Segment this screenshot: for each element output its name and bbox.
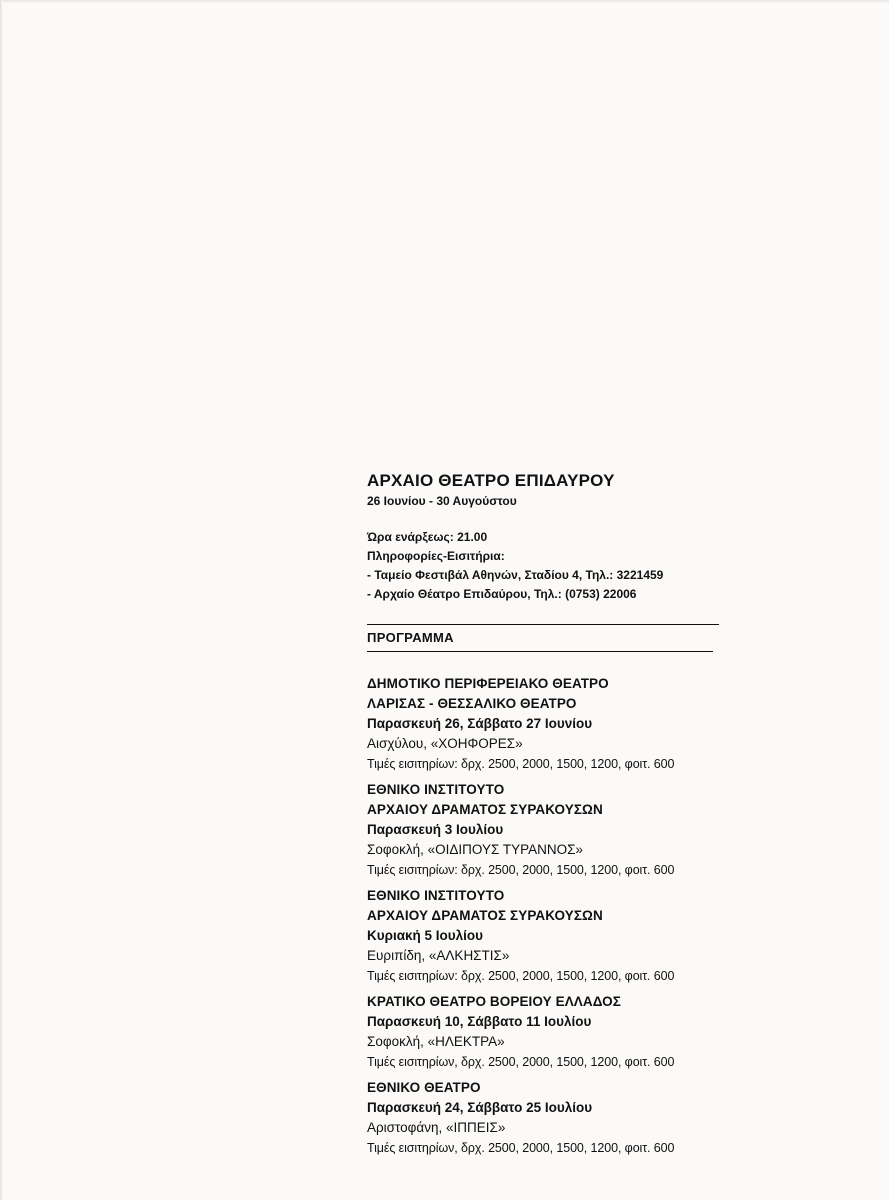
event-organizer: ΕΘΝΙΚΟ ΘΕΑΤΡΟ (367, 1080, 481, 1095)
event-prices: Τιμές εισιτηρίων: δρχ. 2500, 2000, 1500, 1200, φοιτ. 600 (367, 863, 675, 877)
event-organizer: ΑΡΧΑΙΟΥ ΔΡΑΜΑΤΟΣ ΣΥΡΑΚΟΥΣΩΝ (367, 908, 603, 923)
festival-dates: 26 Ιουνίου - 30 Αυγούστου (367, 494, 517, 508)
event-organizer: ΕΘΝΙΚΟ ΙΝΣΤΙΤΟΥΤΟ (367, 782, 505, 797)
event-item (367, 992, 757, 1072)
box-office-epidaurus: - Αρχαίο Θέατρο Επιδαύρου, Τηλ.: (0753) 22006 (367, 587, 637, 601)
event-play: Σοφοκλή, «ΟΙΔΙΠΟΥΣ ΤΥΡΑΝΝΟΣ» (367, 842, 583, 857)
event-organizer: ΛΑΡΙΣΑΣ - ΘΕΣΣΑΛΙΚΟ ΘΕΑΤΡΟ (367, 696, 577, 711)
event-item (367, 886, 757, 986)
event-date: Παρασκευή 10, Σάββατο 11 Ιουλίου (367, 1014, 592, 1029)
program-heading: ΠΡΟΓΡΑΜΜΑ (367, 630, 454, 645)
divider-top (367, 624, 719, 625)
event-item (367, 674, 757, 774)
event-date: Παρασκευή 3 Ιουλίου (367, 822, 504, 837)
event-date: Κυριακή 5 Ιουλίου (367, 928, 484, 943)
box-office-athens: - Ταμείο Φεστιβάλ Αθηνών, Σταδίου 4, Τηλ.: 3221459 (367, 568, 664, 582)
event-organizer: ΑΡΧΑΙΟΥ ΔΡΑΜΑΤΟΣ ΣΥΡΑΚΟΥΣΩΝ (367, 802, 603, 817)
event-date: Παρασκευή 24, Σάββατο 25 Ιουλίου (367, 1100, 593, 1115)
event-date: Παρασκευή 26, Σάββατο 27 Ιουνίου (367, 716, 593, 731)
event-item (367, 1078, 757, 1158)
program-page-content (367, 470, 757, 1164)
event-prices: Τιμές εισιτηρίων: δρχ. 2500, 2000, 1500, 1200, φοιτ. 600 (367, 757, 675, 771)
event-organizer: ΔΗΜΟΤΙΚΟ ΠΕΡΙΦΕΡΕΙΑΚΟ ΘΕΑΤΡΟ (367, 676, 609, 691)
page-edge-top (0, 0, 889, 3)
event-play: Σοφοκλή, «ΗΛΕΚΤΡΑ» (367, 1034, 505, 1049)
page-edge-left (0, 0, 3, 1200)
divider-bottom (367, 651, 713, 652)
event-prices: Τιμές εισιτηρίων, δρχ. 2500, 2000, 1500, 1200, φοιτ. 600 (367, 1141, 675, 1155)
event-play: Αισχύλου, «ΧΟΗΦΟΡΕΣ» (367, 736, 523, 751)
event-play: Αριστοφάνη, «ΙΠΠΕΙΣ» (367, 1120, 506, 1135)
event-prices: Τιμές εισιτηρίων, δρχ. 2500, 2000, 1500, 1200, φοιτ. 600 (367, 1055, 675, 1069)
event-organizer: ΚΡΑΤΙΚΟ ΘΕΑΤΡΟ ΒΟΡΕΙΟΥ ΕΛΛΑΔΟΣ (367, 994, 621, 1009)
event-item (367, 780, 757, 880)
event-play: Ευριπίδη, «ΑΛΚΗΣΤΙΣ» (367, 948, 510, 963)
venue-title: ΑΡΧΑΙΟ ΘΕΑΤΡΟ ΕΠΙΔΑΥΡΟΥ (367, 471, 615, 490)
start-time: Ώρα ενάρξεως: 21.00 (367, 530, 488, 544)
event-list (367, 674, 757, 1158)
event-prices: Τιμές εισιτηρίων: δρχ. 2500, 2000, 1500, 1200, φοιτ. 600 (367, 969, 675, 983)
event-organizer: ΕΘΝΙΚΟ ΙΝΣΤΙΤΟΥΤΟ (367, 888, 505, 903)
tickets-heading: Πληροφορίες-Εισιτήρια: (367, 549, 505, 563)
